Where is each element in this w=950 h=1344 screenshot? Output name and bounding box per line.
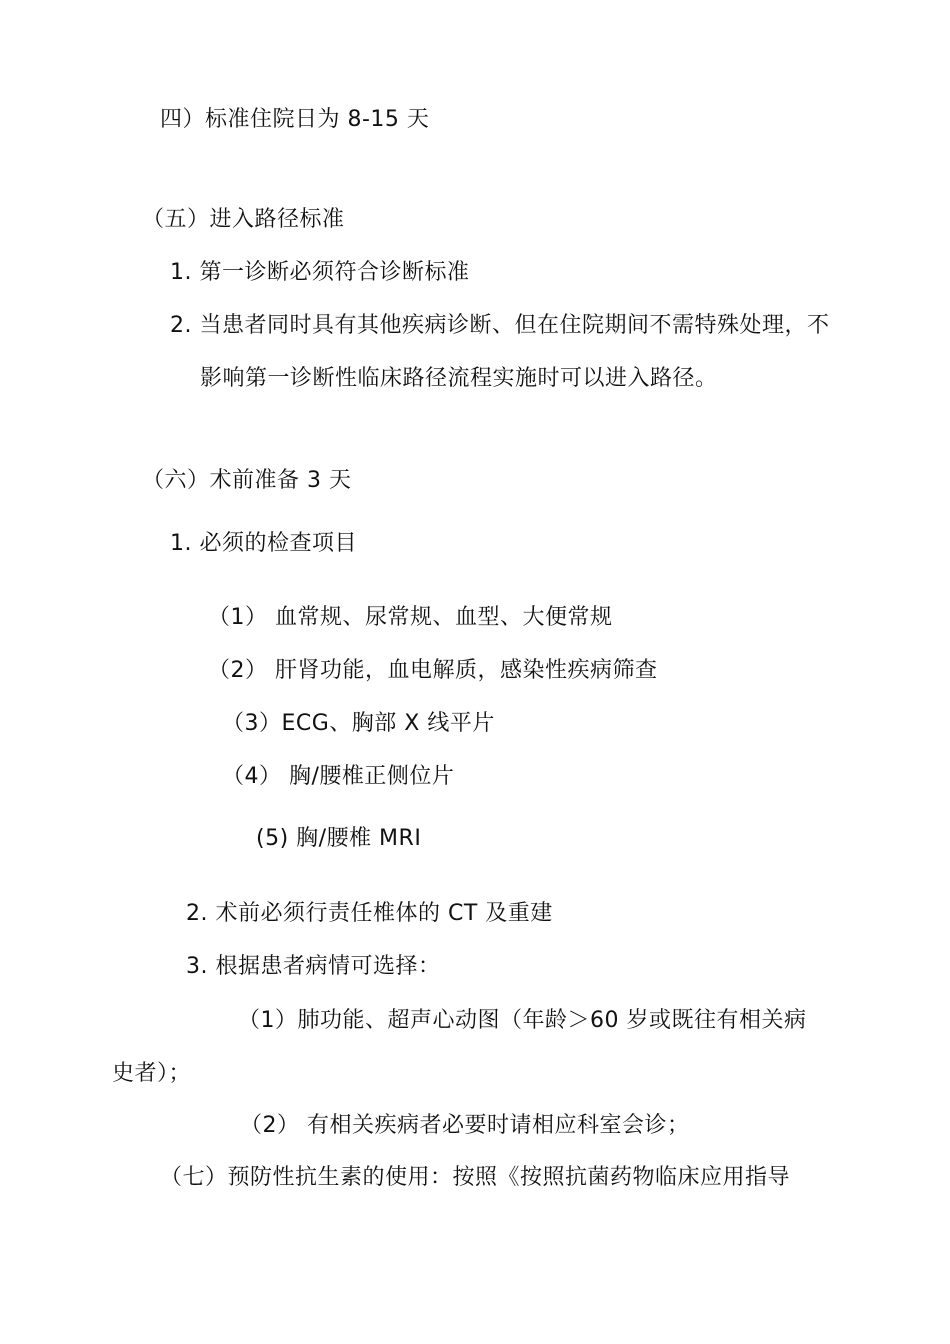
sub-list-item-continuation: 史者）； bbox=[112, 1061, 192, 1086]
sub-list-item: (5) 胸/腰椎 MRI bbox=[256, 826, 422, 851]
list-item: 2. 当患者同时具有其他疾病诊断、但在住院期间不需特殊处理，不 bbox=[170, 313, 830, 338]
section-heading-6: （六）术前准备 3 天 bbox=[142, 468, 352, 493]
section-heading-4: 四）标准住院日为 8-15 天 bbox=[160, 107, 430, 132]
sub-list-item: （3）ECG、胸部 X 线平片 bbox=[222, 711, 495, 736]
sub-list-item: （1） 血常规、尿常规、血型、大便常规 bbox=[208, 605, 613, 630]
list-item: 2. 术前必须行责任椎体的 CT 及重建 bbox=[186, 901, 553, 926]
sub-list-item: （2） 有相关疾病者必要时请相应科室会诊； bbox=[240, 1113, 690, 1138]
section-heading-7: （七）预防性抗生素的使用：按照《按照抗菌药物临床应用指导 bbox=[160, 1165, 791, 1190]
sub-list-item: （4） 胸/腰椎正侧位片 bbox=[222, 764, 455, 789]
list-item: 1. 必须的检查项目 bbox=[170, 531, 357, 556]
section-heading-5: （五）进入路径标准 bbox=[142, 207, 345, 232]
list-item: 3. 根据患者病情可选择： bbox=[186, 954, 441, 979]
sub-list-item: （1）肺功能、超声心动图（年龄＞60 岁或既往有相关病 bbox=[238, 1008, 807, 1033]
list-item-continuation: 影响第一诊断性临床路径流程实施时可以进入路径。 bbox=[200, 366, 718, 391]
list-item: 1. 第一诊断必须符合诊断标准 bbox=[170, 260, 470, 285]
sub-list-item: （2） 肝肾功能，血电解质，感染性疾病筛查 bbox=[208, 658, 658, 683]
